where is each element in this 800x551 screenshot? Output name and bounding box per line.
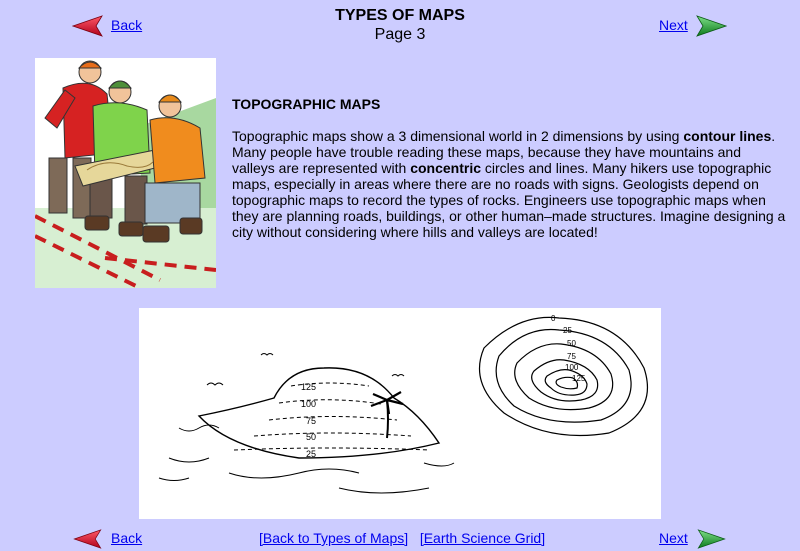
back-to-types-of-maps-link[interactable]: [Back to Types of Maps]: [259, 530, 409, 546]
text-part-2: . Many people have trouble reading these maps, because they have mountains and valleys are represented with: [232, 128, 776, 176]
back-link[interactable]: Back: [111, 17, 143, 33]
svg-text:0: 0: [551, 314, 556, 323]
section-heading: TOPOGRAPHIC MAPS: [232, 96, 381, 112]
bottom-next-link[interactable]: Next: [659, 530, 688, 546]
svg-text:50: 50: [567, 339, 576, 348]
next-arrow-icon[interactable]: [696, 15, 727, 37]
topographic-description: [232, 128, 787, 240]
bottom-next-arrow-icon[interactable]: [696, 529, 727, 549]
page-subtitle: Page 3: [374, 26, 426, 43]
hikers-reading-map-image: [35, 58, 216, 288]
bottom-back-link[interactable]: Back: [111, 530, 143, 546]
bottom-back-arrow-icon[interactable]: [72, 529, 103, 549]
term-concentric: concentric: [410, 160, 482, 176]
next-link[interactable]: Next: [659, 17, 688, 33]
svg-text:125: 125: [301, 382, 317, 392]
svg-text:100: 100: [565, 363, 579, 372]
text-part-3: circles and lines. Many hikers use topographic maps, especially in areas where there are no roads with signs. Geologists depend on topographic maps to record the types of rocks. Engineers use topographic maps when they are planning roads, buildings, or other human–made structures. Imagine designing a city without considering where hills and valleys are located!: [232, 160, 786, 240]
svg-text:50: 50: [306, 432, 317, 442]
svg-text:25: 25: [306, 449, 317, 459]
svg-text:75: 75: [306, 416, 317, 426]
island-elevation-labels: [301, 382, 316, 459]
svg-text:25: 25: [563, 326, 572, 335]
svg-text:125: 125: [572, 374, 586, 383]
term-contour-lines: contour lines: [683, 128, 772, 144]
svg-text:75: 75: [567, 352, 576, 361]
svg-text:100: 100: [301, 399, 317, 409]
page-title: TYPES OF MAPS: [335, 7, 465, 24]
text-part-1: Topographic maps show a 3 dimensional world in 2 dimensions by using: [232, 128, 684, 144]
contour-lines-illustration: [139, 308, 661, 519]
earth-science-grid-link[interactable]: [Earth Science Grid]: [419, 530, 546, 546]
bottom-link-group: [259, 530, 545, 546]
